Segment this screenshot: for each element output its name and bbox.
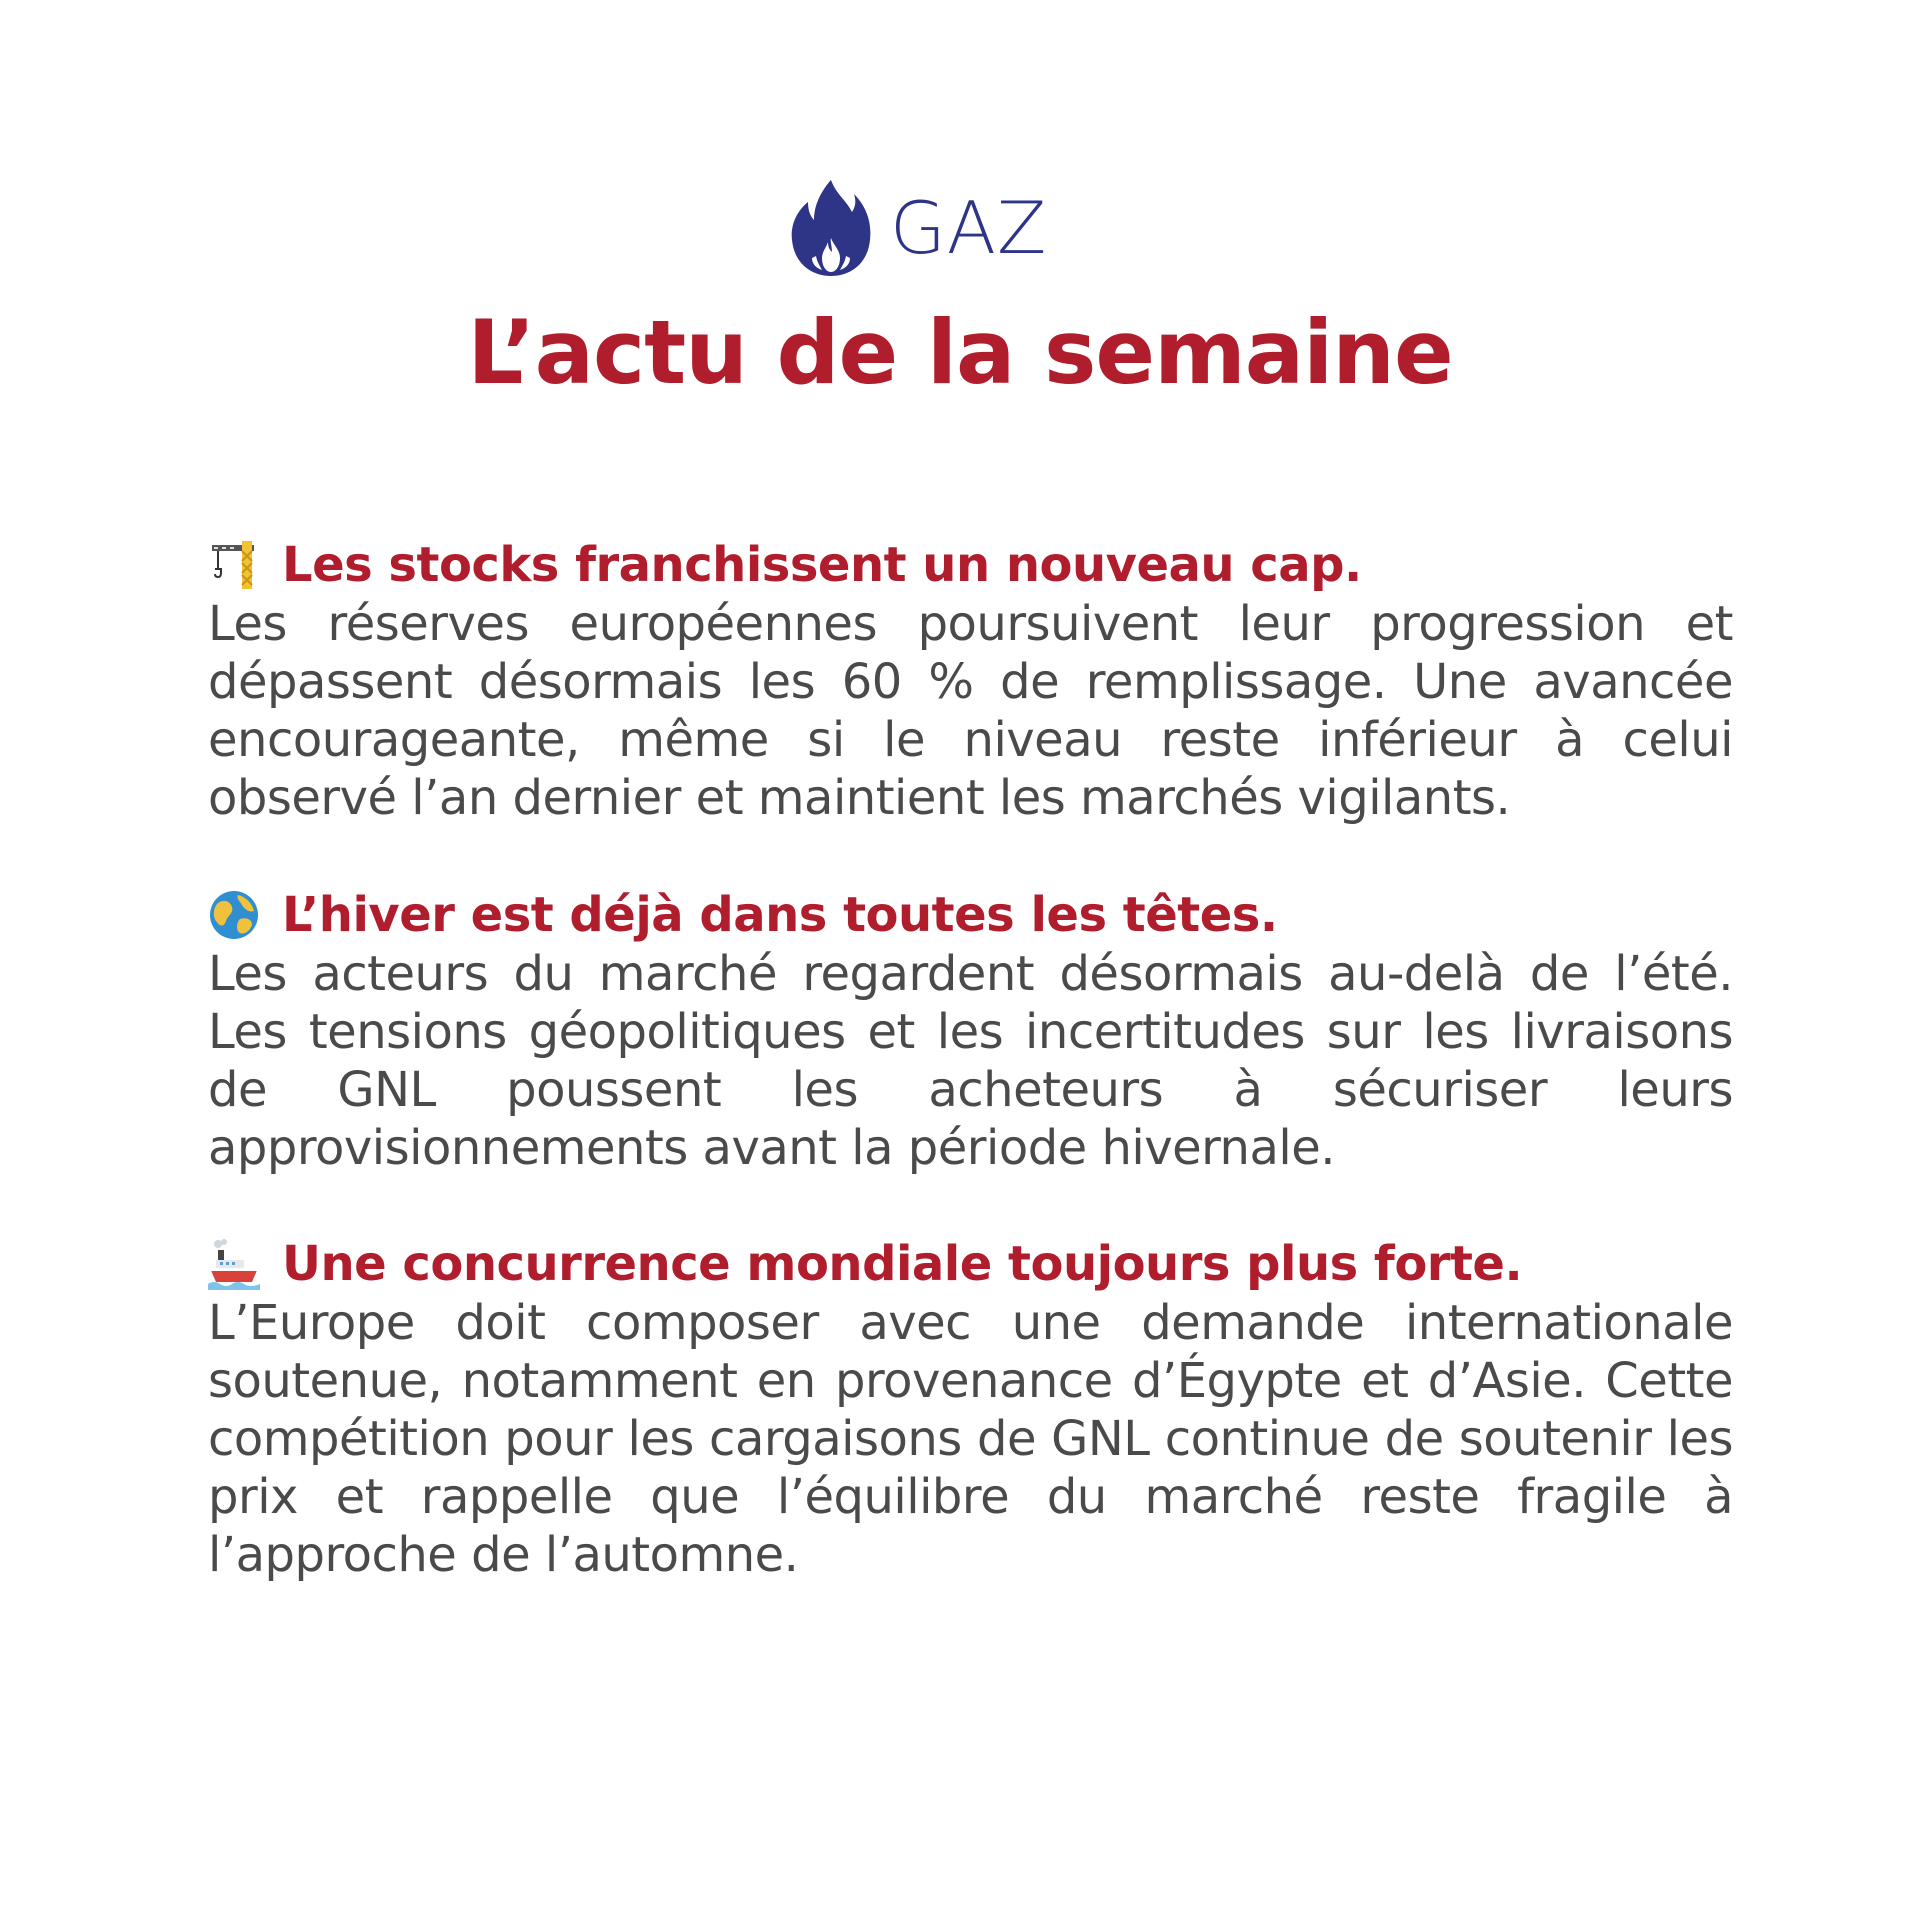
article-headline: Les stocks franchissent un nouveau cap. (282, 537, 1362, 593)
globe-icon (208, 889, 260, 941)
ship-icon (208, 1238, 260, 1290)
brand (790, 178, 1047, 278)
crane-icon (208, 539, 260, 591)
article-title (208, 885, 1733, 945)
article-headline: L’hiver est déjà dans toutes les têtes. (282, 887, 1278, 943)
article-body: L’Europe doit composer avec une demande internationale soutenue, notamment en provenance d’Égypte et d’Asie. Cette compétition pour les cargaisons de GNL continue de soutenir les prix et rappelle que l’équilibre du marché reste fragile à l’approche de l’automne. (208, 1295, 1733, 1583)
brand-label: GAZ (890, 186, 1048, 270)
header (0, 178, 1920, 288)
article-body: Les acteurs du marché regardent désormais au-delà de l’été. Les tensions géopolitiques et les incertitudes sur les livraisons de GNL poussent les acheteurs à sécuriser leurs approvisionnements avant la période hivernale. (208, 946, 1733, 1176)
article-winter (208, 885, 1733, 1177)
article-headline: Une concurrence mondiale toujours plus forte. (282, 1236, 1523, 1292)
article-competition (208, 1234, 1733, 1584)
flame-icon (790, 178, 872, 278)
article-title (208, 535, 1733, 595)
article-body: Les réserves européennes poursuivent leur progression et dépassent désormais les 60 % de remplissage. Une avancée encourageante, même si le niveau reste inférieur à celui observé l’an dernier et maintient les marchés vigilants. (208, 596, 1733, 826)
article-stocks (208, 535, 1733, 827)
article-title (208, 1234, 1733, 1294)
page-title: L’actu de la semaine (467, 301, 1453, 404)
